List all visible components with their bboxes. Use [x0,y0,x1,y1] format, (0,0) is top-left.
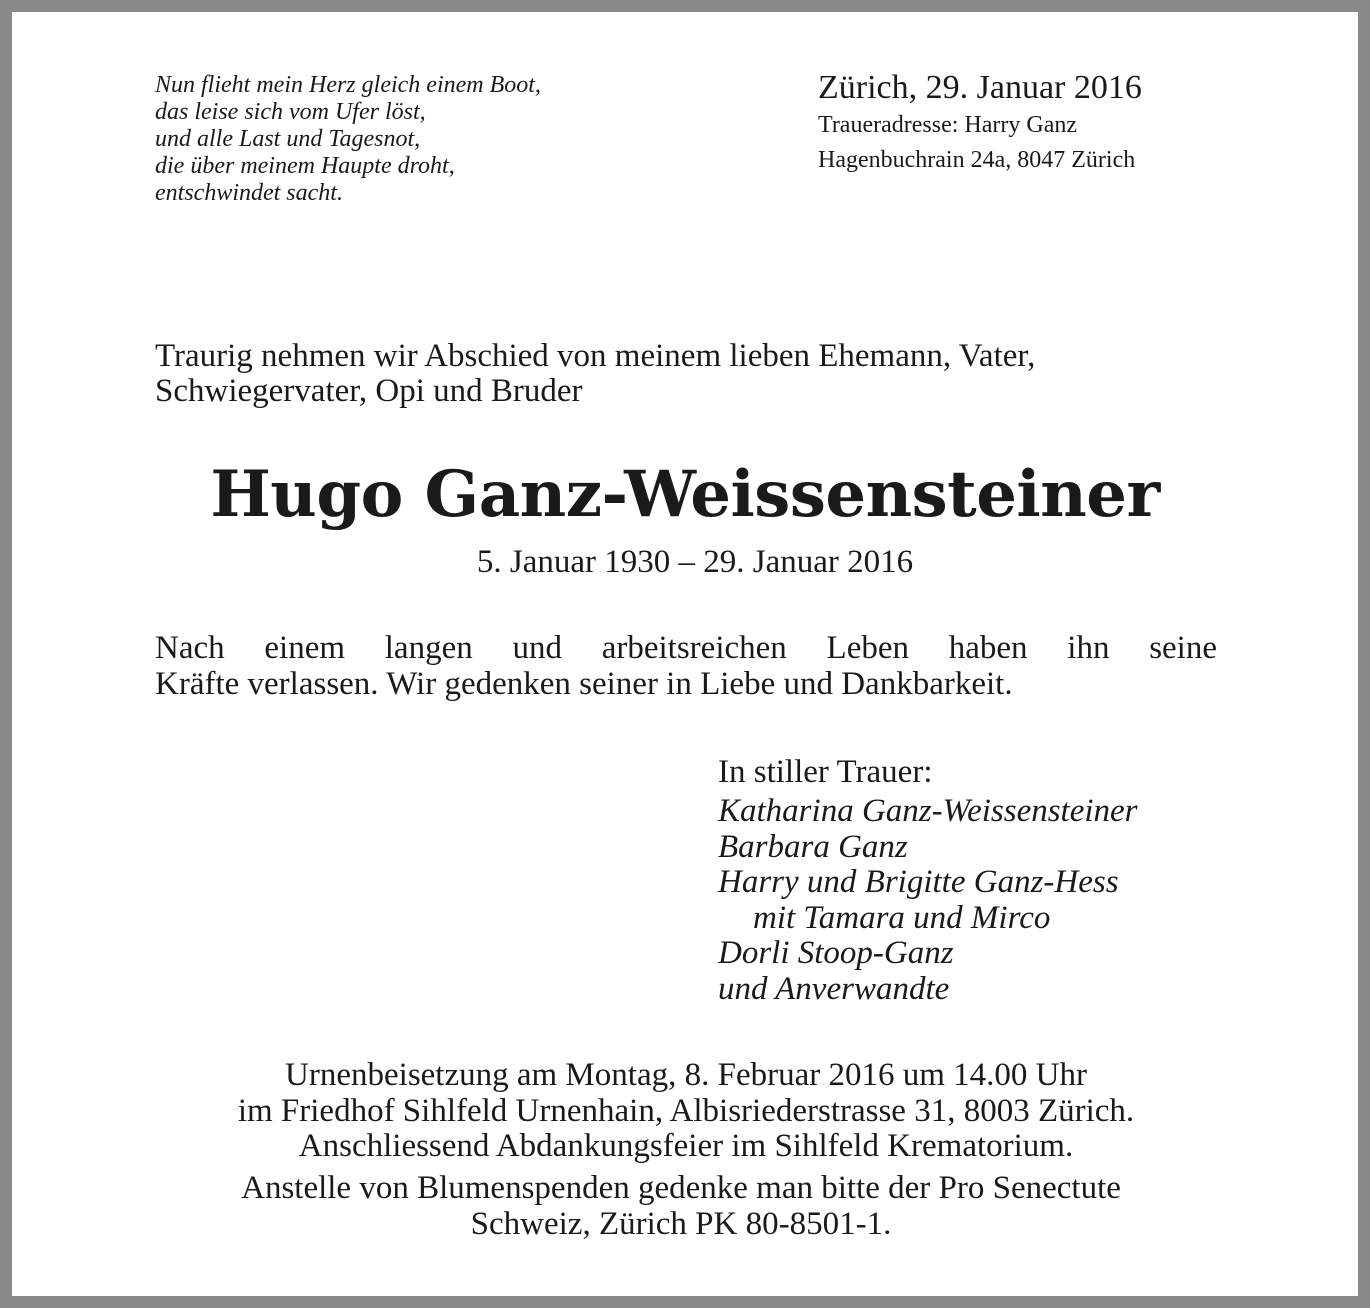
mourners-heading: In stiller Trauer: [718,754,933,790]
mourner-name: Katharina Ganz-Weissensteiner [718,793,1138,829]
life-dates: 5. Januar 1930 – 29. Januar 2016 [476,544,914,580]
poem-line: das leise sich vom Ufer löst, [155,99,426,125]
mourner-name: Barbara Ganz [718,828,908,865]
intro-line: Traurig nehmen wir Abschied von meinem lieben Ehemann, Vater, [155,338,1036,374]
place-date: Zürich, 29. Januar 2016 [818,69,1142,106]
mourner-name: mit Tamara und Mirco [753,899,1051,936]
poem-line: entschwindet sacht. [155,180,343,206]
obituary-page [12,12,1358,1296]
intro-line: Schwiegervater, Opi und Bruder [155,373,583,409]
funeral-info [155,1058,1217,1165]
funeral-line: Urnenbeisetzung am Montag, 8. Februar 2016 um 14.00 Uhr [285,1057,1087,1093]
funeral-line: im Friedhof Sihlfeld Urnenhain, Albisriederstrasse 31, 8003 Zürich. [237,1092,1135,1129]
poem-line: die über meinem Haupte droht, [155,153,455,179]
funeral-line: Anschliessend Abdankungsfeier im Sihlfeld Krematorium. [298,1128,1074,1164]
poem [155,72,715,207]
mourning-address-line: Traueradresse: Harry Ganz [818,112,1078,138]
body-text [155,630,1217,702]
donation-note [155,1171,1207,1242]
body-line: Nach einem langen und arbeitsreichen Leben haben ihn seine [155,630,1217,666]
mourners-block [718,752,1238,1007]
header-info [818,68,1238,178]
donation-line: Schweiz, Zürich PK 80-8501-1. [470,1205,892,1242]
poem-line: und alle Last und Tagesnot, [155,126,421,152]
donation-line: Anstelle von Blumenspenden gedenke man bitte der Pro Senectute [241,1170,1121,1206]
mourner-name: Dorli Stoop-Ganz [718,935,954,971]
body-line: Kräfte verlassen. Wir gedenken seiner in Liebe und Dankbarkeit. [155,666,1013,702]
mourner-name: Harry und Brigitte Ganz-Hess [718,864,1119,900]
deceased-name: Hugo Ganz-Weissensteiner [210,457,1160,532]
intro-text [155,339,1225,409]
mourning-address-street: Hagenbuchrain 24a, 8047 Zürich [818,147,1136,173]
mourner-name: und Anverwandte [718,970,950,1007]
poem-line: Nun flieht mein Herz gleich einem Boot, [155,72,541,98]
